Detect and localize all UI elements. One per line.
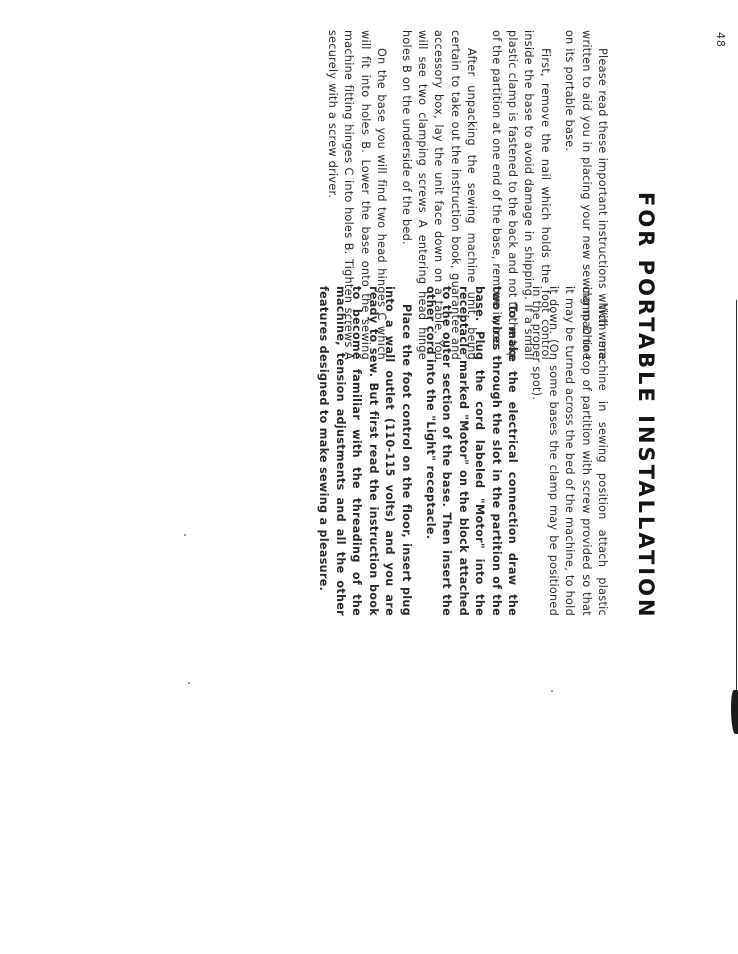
page-title: FOR PORTABLE INSTALLATION [634,192,658,620]
page-edge-mark [731,690,738,734]
scan-speck [188,682,190,684]
paragraph-remove-nail: First, remove the nail which holds the foot control inside the base to avoid damage in shipping. If a small plastic clamp is fastened to the back and not to the top of the partition at one end of the base, remove it, too. [489,30,552,360]
paragraph-unpacking: After unpacking the sewing machine unit, being certain to take out the instruction book, guarantee and accessory box, lay the unit face down on a table. You will see two clamping screws A entering head hinge holes B on the underside of the bed. [399,30,479,360]
page-number: 48 [714,32,727,48]
paragraph-head-hinges: On the base you will find two head hinges C which will fit into holes B. Lower the base onto the sewing machine fitting hinges C into holes B. Tighten screws A securely with a screw driver. [325,30,389,360]
paragraph-electrical: To make the electrical connection draw the two wires through the slot in the partition of the base. Plug the cord labeled "Motor" into the receptacle marked "Motor" on the block attached to the outer section of the base. Then insert the other cord into the "Light" receptacle. [423,286,519,616]
scan-speck [551,690,553,692]
right-column [307,286,610,616]
page-edge-line [736,300,737,730]
paragraph-intro: Please read these important instructions which were written to aid you in placing your new sewing machine on its portable base. [563,30,609,360]
paragraph-foot-control: Place the foot control on the floor, insert plug into a wall outlet (110-115 volts) and you are ready to sew. But first read the instruction book to become familiar with the threading of the machine, tension adjustments and all the other features designed to make sewing a pleasure. [317,286,413,616]
paragraph-plastic-clamp: With machine in sewing position attach plastic clamp D to top of partition with screw provided so that it may be turned across the bed of the machine, to hold it down. (On some bases the clamp may be positioned in the proper spot). [530,286,609,616]
scan-speck [184,534,186,536]
